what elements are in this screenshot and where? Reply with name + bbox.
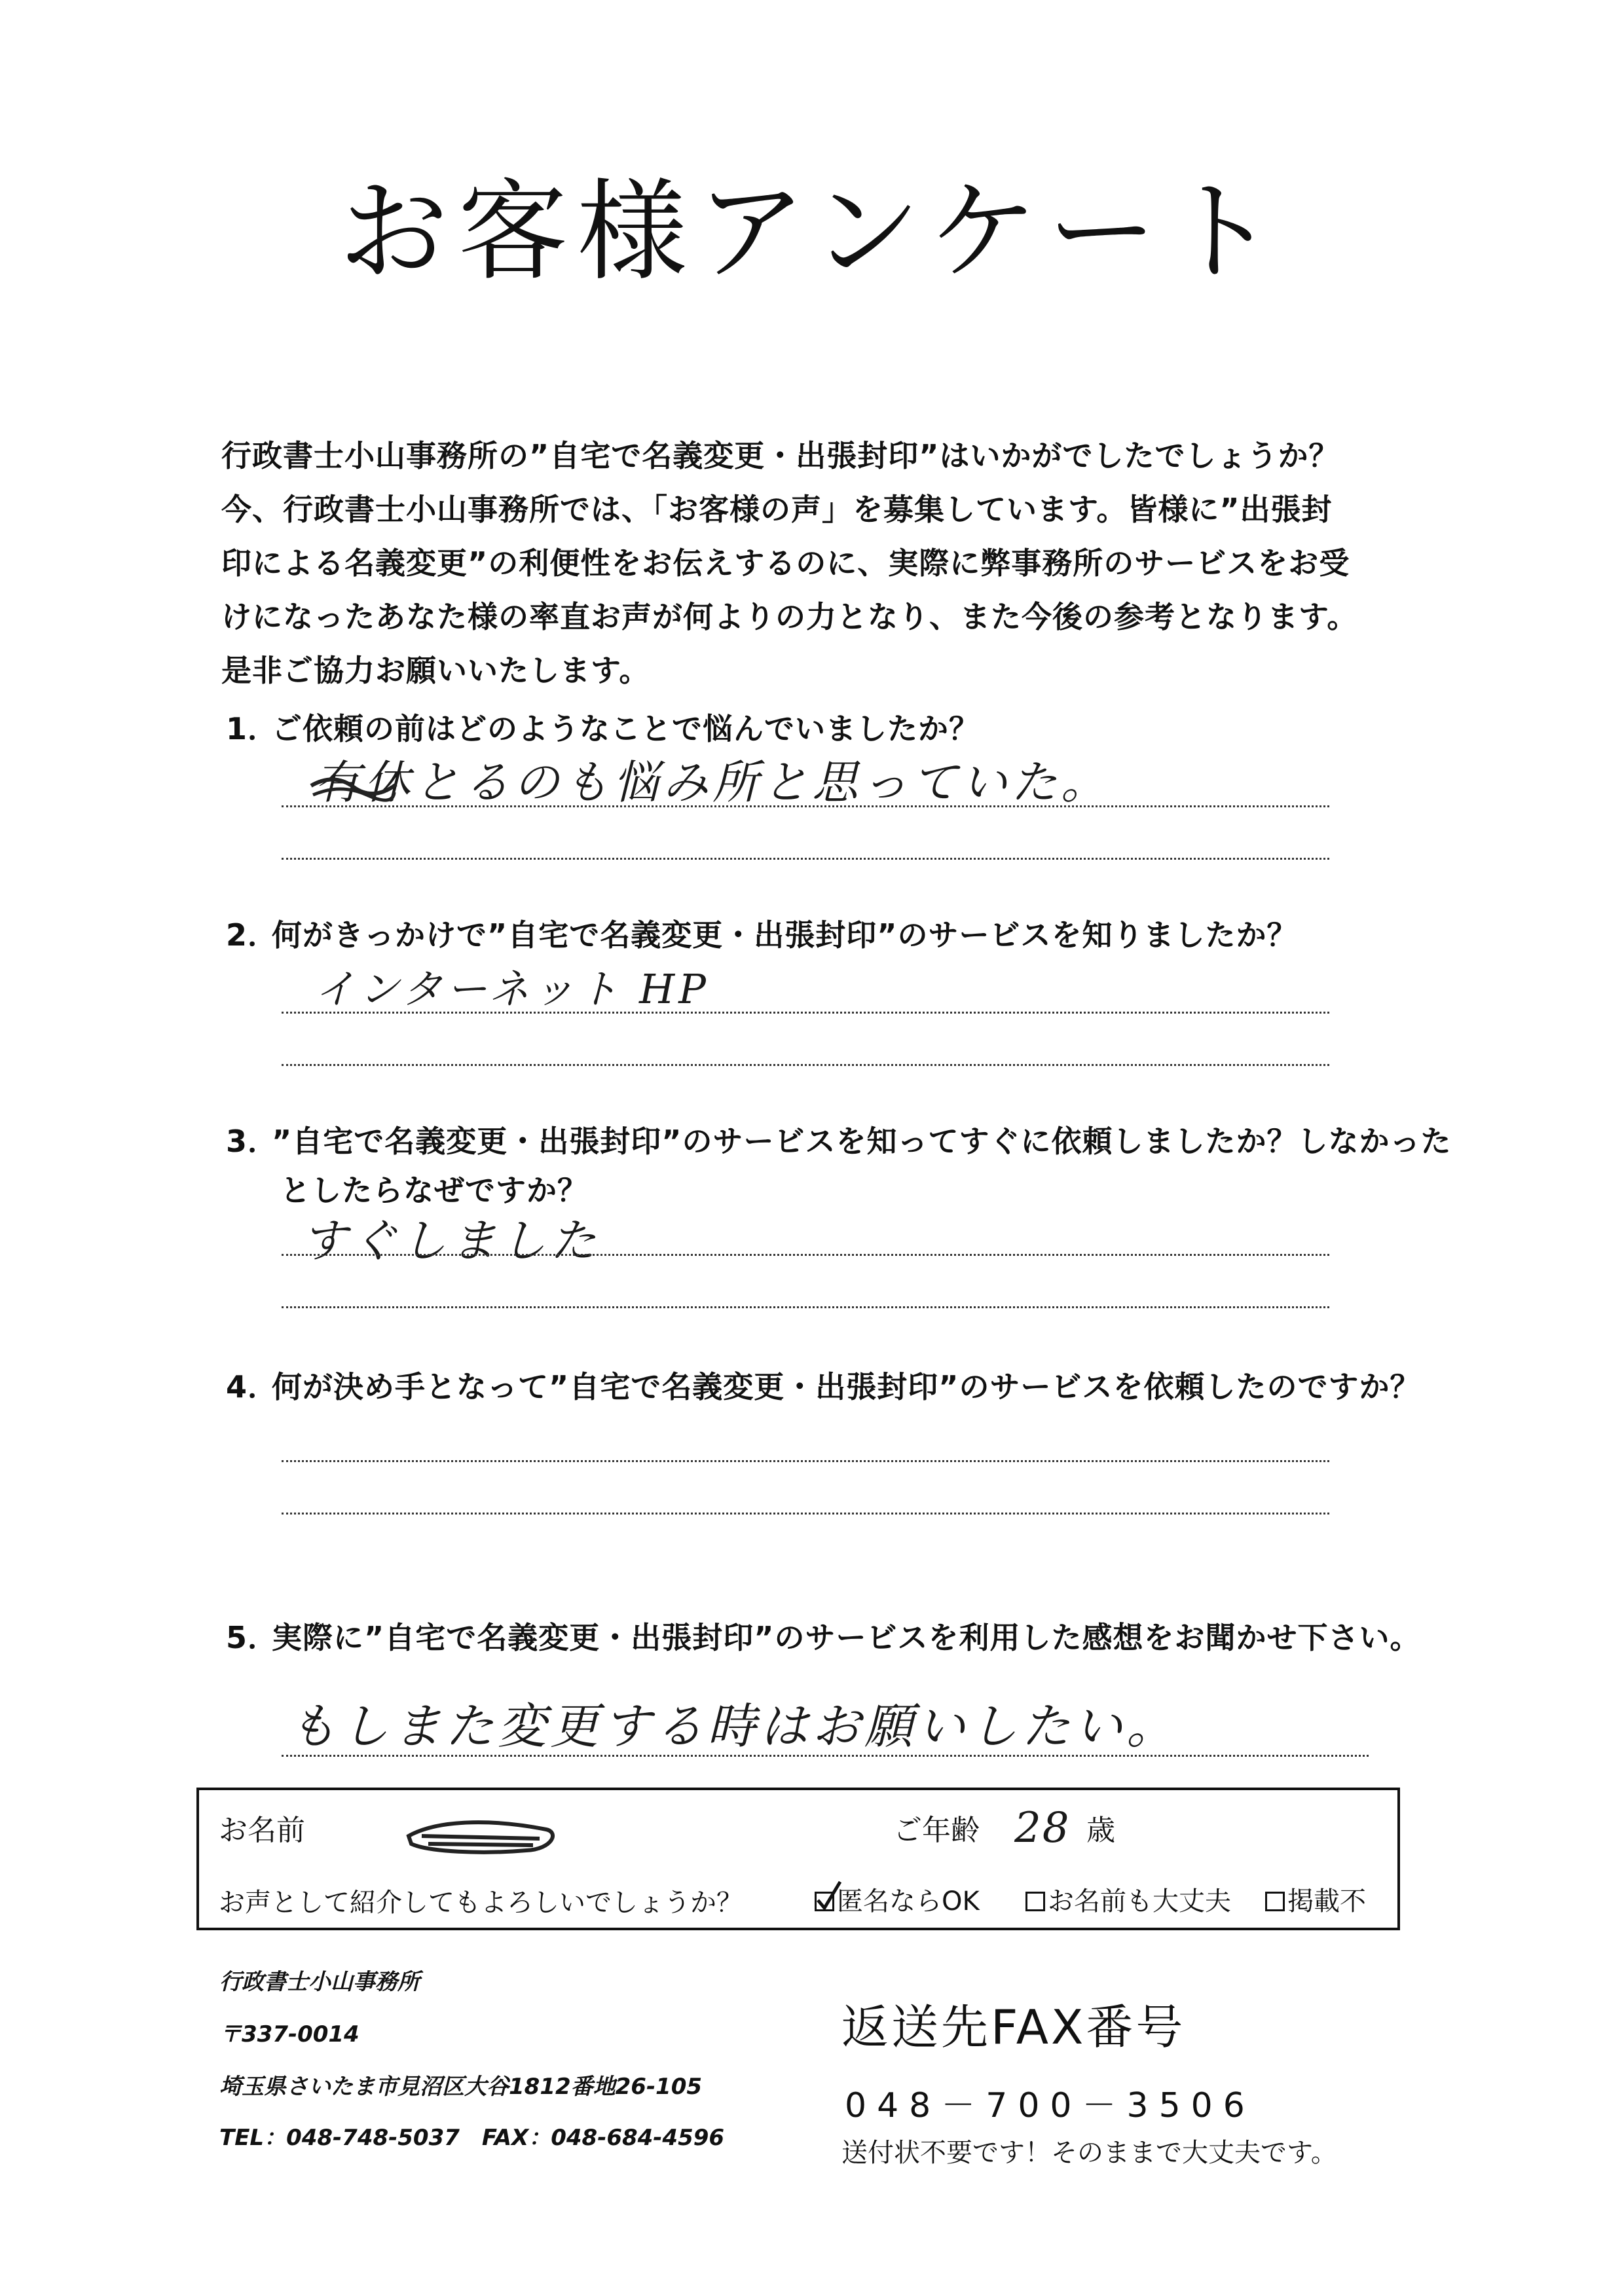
survey-title: お客様アンケート xyxy=(339,168,1285,296)
question-number: 2． xyxy=(226,917,279,953)
office-phone-fax: TEL：048-748-5037 FAX：048-684-4596 xyxy=(219,2125,725,2151)
crossed-out-text xyxy=(308,766,399,805)
intro-line: 印による名義変更”の利便性をお伝えするのに、実際に弊事務所のサービスをお受 xyxy=(221,545,1350,581)
postal-code: 〒337-0014 xyxy=(219,2021,360,2047)
intro-line: 行政書士小山事務所の”自宅で名義変更・出張封印”はいかがでしたでしょうか？ xyxy=(221,438,1340,473)
option-label: お名前も大丈夫 xyxy=(1048,1886,1231,1917)
question-text: 何がきっかけで”自宅で名義変更・出張封印”のサービスを知りましたか？ xyxy=(272,917,1298,953)
answer-line xyxy=(282,1064,1329,1066)
intro-line: 是非ご協力お願いいたします。 xyxy=(221,653,650,688)
question-number: 1． xyxy=(226,711,279,746)
answer-line xyxy=(282,1306,1329,1308)
option-no-publish[interactable] xyxy=(1265,1888,1366,1915)
answer-line xyxy=(282,805,1329,807)
check-mark-icon xyxy=(814,1879,843,1913)
age-value: 28 xyxy=(1014,1804,1071,1852)
question-number: 5． xyxy=(226,1620,279,1655)
intro-paragraph xyxy=(221,429,1466,697)
option-name-ok[interactable] xyxy=(1025,1888,1231,1915)
intro-line: けになったあなた様の率直お声が何よりの力となり、また今後の参考となります。 xyxy=(221,599,1358,634)
checkbox-checked[interactable] xyxy=(815,1892,834,1911)
question-number: 3． xyxy=(226,1124,279,1159)
question-4 xyxy=(226,1369,1421,1404)
question-text: 実際に”自宅で名義変更・出張封印”のサービスを利用した感想をお聞かせ下さい。 xyxy=(272,1620,1421,1655)
option-label: 掲載不 xyxy=(1287,1886,1366,1917)
office-name: 行政書士小山事務所 xyxy=(219,1969,420,1995)
intro-line: 今、行政書士小山事務所では、「お客様の声」を募集しています。皆様に”出張封 xyxy=(221,492,1333,527)
answer-2: インターネット HP xyxy=(314,965,710,1013)
checkbox[interactable] xyxy=(1025,1892,1045,1911)
question-number: 4． xyxy=(226,1369,279,1404)
name-label: お名前 xyxy=(219,1814,305,1847)
redacted-name xyxy=(396,1810,566,1862)
answer-5: もしまた変更する時はお願いしたい。 xyxy=(288,1698,1179,1755)
fax-title: 返送先FAX番号 xyxy=(841,2000,1186,2055)
answer-line xyxy=(282,1012,1329,1014)
question-text: ”自宅で名義変更・出張封印”のサービスを知ってすぐに依頼しましたか？しなかった xyxy=(272,1124,1452,1159)
question-3 xyxy=(226,1124,1452,1159)
answer-1: 有休とるのも悩み所と思っていた。 xyxy=(314,756,1111,809)
fax-note: 送付状不要です！そのままで大丈夫です。 xyxy=(841,2138,1337,2168)
question-text: 何が決め手となって”自宅で名義変更・出張封印”のサービスを依頼したのですか？ xyxy=(272,1369,1421,1404)
option-label: 匿名ならOK xyxy=(837,1886,980,1917)
fax-number: 048－700－3506 xyxy=(845,2086,1255,2125)
age-label: ご年齢 xyxy=(893,1814,980,1847)
question-2 xyxy=(226,917,1298,953)
age-unit: 歳 xyxy=(1086,1814,1115,1847)
question-1 xyxy=(226,711,980,746)
checkbox[interactable] xyxy=(1265,1892,1285,1911)
answer-3: すぐしました xyxy=(301,1214,600,1268)
consent-question: お声として紹介してもよろしいでしょうか？ xyxy=(219,1888,743,1918)
office-address: 埼玉県さいたま市見沼区大谷1812番地26-105 xyxy=(219,2074,703,2100)
answer-line xyxy=(282,1755,1369,1757)
question-3-continued: としたらなぜですか？ xyxy=(280,1173,588,1208)
option-anonymous[interactable] xyxy=(815,1888,980,1915)
answer-line xyxy=(282,1254,1329,1256)
answer-line xyxy=(282,1513,1329,1514)
question-5 xyxy=(226,1620,1421,1655)
answer-line xyxy=(282,1460,1329,1462)
question-text: ご依頼の前はどのようなことで悩んでいましたか？ xyxy=(272,711,980,746)
answer-line xyxy=(282,858,1329,860)
respondent-box xyxy=(196,1788,1400,1930)
